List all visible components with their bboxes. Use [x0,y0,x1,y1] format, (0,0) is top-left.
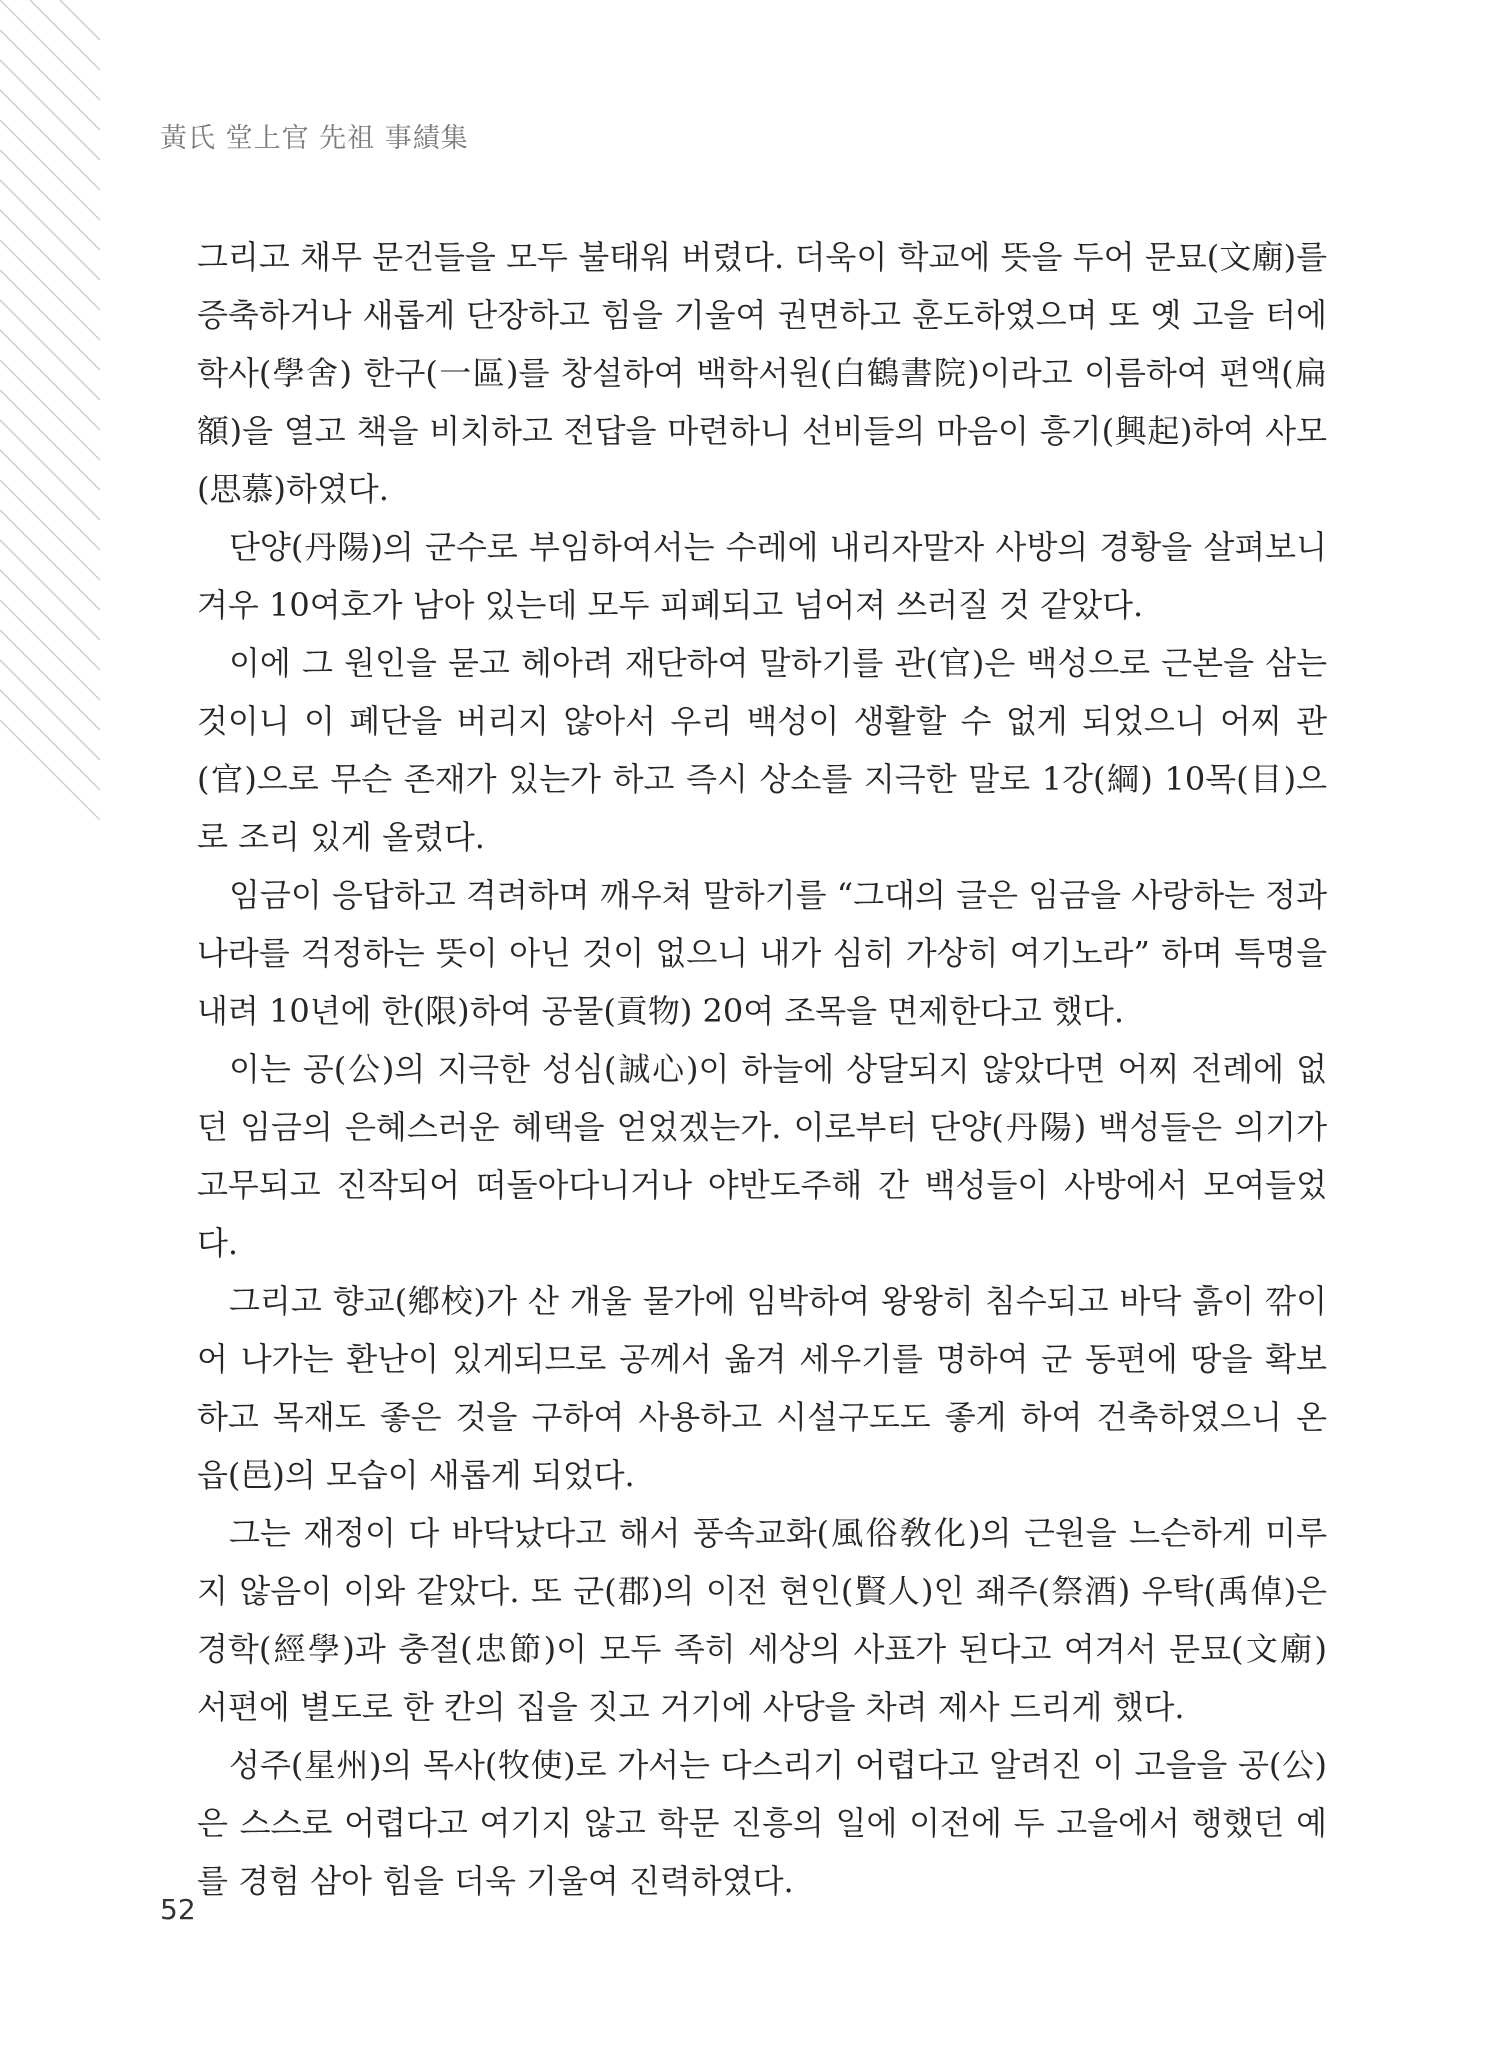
paragraph: 성주(星州)의 목사(牧使)로 가서는 다스리기 어렵다고 알려진 이 고을을 공(公)은 스스로 어렵다고 여기지 않고 학문 진흥의 일에 이전에 두 고을에서 행했던 예를 경험 삼아 힘을 더욱 기울여 진력하였다. [197,1746,1327,1900]
page-number: 52 [160,1893,196,1926]
paragraph: 단양(丹陽)의 군수로 부임하여서는 수레에 내리자말자 사방의 경황을 살펴보니 겨우 10여호가 남아 있는데 모두 피폐되고 넘어져 쓰러질 것 같았다. [197,528,1327,624]
paragraph: 이에 그 원인을 묻고 헤아려 재단하여 말하기를 관(官)은 백성으로 근본을 삼는 것이니 이 폐단을 버리지 않아서 우리 백성이 생활할 수 없게 되었으니 어찌 관(官)으로 무슨 존재가 있는가 하고 즉시 상소를 지극한 말로 1강(綱) 10목(目)으로 조리 있게 올렸다. [197,644,1327,856]
paragraph: 그는 재정이 다 바닥났다고 해서 풍속교화(風俗敎化)의 근원을 느슨하게 미루지 않음이 이와 같았다. 또 군(郡)의 이전 현인(賢人)인 좨주(祭酒) 우탁(禹倬)은 경학(經學)과 충절(忠節)이 모두 족히 세상의 사표가 된다고 여겨서 문묘(文廟) 서편에 별도로 한 칸의 집을 짓고 거기에 사당을 차려 제사 드리게 했다. [197,1514,1327,1726]
paragraph: 그리고 향교(鄕校)가 산 개울 물가에 임박하여 왕왕히 침수되고 바닥 흙이 깎이어 나가는 환난이 있게되므로 공께서 옮겨 세우기를 명하여 군 동편에 땅을 확보하고 목재도 좋은 것을 구하여 사용하고 시설구도도 좋게 하여 건축하였으니 온 읍(邑)의 모습이 새롭게 되었다. [197,1282,1327,1494]
paragraph: 이는 공(公)의 지극한 성심(誠心)이 하늘에 상달되지 않았다면 어찌 전례에 없던 임금의 은혜스러운 혜택을 얻었겠는가. 이로부터 단양(丹陽) 백성들은 의기가 고무되고 진작되어 떠돌아다니거나 야반도주해 간 백성들이 사방에서 모여들었다. [197,1050,1327,1262]
running-header: 黃氏 堂上官 先祖 事績集 [160,123,469,154]
body-text [197,228,1327,1910]
paragraph: 임금이 응답하고 격려하며 깨우쳐 말하기를 “그대의 글은 임금을 사랑하는 정과 나라를 걱정하는 뜻이 아닌 것이 없으니 내가 심히 가상히 여기노라” 하며 특명을 내려 10년에 한(限)하여 공물(貢物) 20여 조목을 면제한다고 했다. [197,876,1327,1030]
paragraph: 그리고 채무 문건들을 모두 불태워 버렸다. 더욱이 학교에 뜻을 두어 문묘(文廟)를 증축하거나 새롭게 단장하고 힘을 기울여 권면하고 훈도하였으며 또 옛 고을 터에 학사(學舍) 한구(一區)를 창설하여 백학서원(白鶴書院)이라고 이름하여 편액(扁額)을 열고 책을 비치하고 전답을 마련하니 선비들의 마음이 흥기(興起)하여 사모(思慕)하였다. [197,238,1327,508]
decorative-diagonal-stripes [0,0,100,820]
